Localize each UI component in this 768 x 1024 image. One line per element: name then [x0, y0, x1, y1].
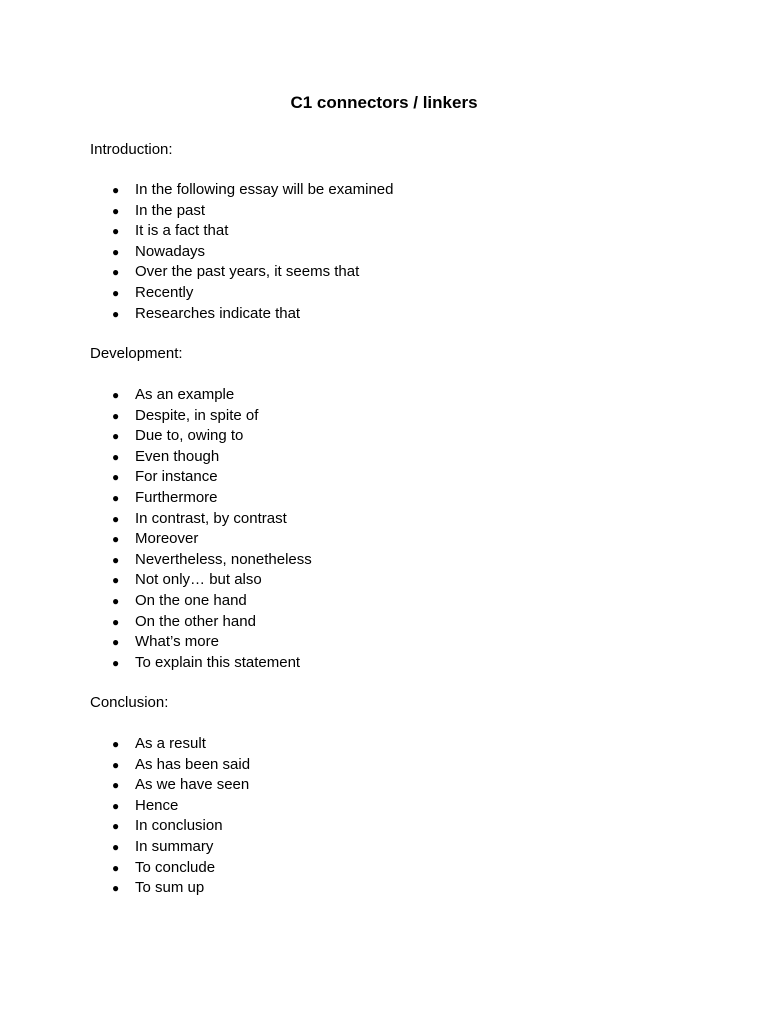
list-item: [90, 816, 250, 837]
bullet-icon: ●: [112, 265, 120, 280]
list-item: [90, 262, 393, 283]
bullet-icon: ●: [112, 183, 120, 197]
list-item-text: In summary: [135, 837, 214, 855]
list-item-text: In conclusion: [135, 817, 223, 835]
list-item: [90, 612, 312, 633]
bullet-icon: ●: [112, 819, 120, 834]
list-item: [90, 570, 312, 591]
list-item: [90, 591, 312, 612]
list-item: [90, 755, 250, 776]
list-item-text: In the past: [135, 201, 206, 219]
list-item: [90, 221, 393, 242]
list-item: [90, 488, 312, 509]
bullet-icon: ●: [112, 449, 120, 464]
section-heading-introduction: Introduction:: [90, 141, 173, 158]
list-item-text: Due to, owing to: [135, 427, 244, 445]
list-item-text: Nevertheless, nonetheless: [135, 550, 312, 568]
list-item-text: To conclude: [135, 858, 216, 876]
bullet-icon: ●: [112, 244, 120, 259]
list-item: [90, 283, 393, 304]
list-item-text: Furthermore: [135, 488, 218, 506]
list-item: [90, 467, 312, 488]
bullet-icon: ●: [112, 224, 120, 239]
list-item-text: Despite, in spite of: [135, 406, 259, 424]
bullet-icon: ●: [112, 860, 120, 875]
list-item: [90, 632, 312, 653]
list-item: [90, 653, 312, 674]
section-heading-development: Development:: [90, 345, 183, 362]
list-item-text: What’s more: [135, 633, 219, 651]
list-item-text: To sum up: [135, 879, 205, 897]
bullet-icon: ●: [112, 388, 120, 402]
bullet-icon: ●: [112, 470, 120, 485]
bullet-icon: ●: [112, 552, 120, 567]
bullet-icon: ●: [112, 490, 120, 505]
list-item: [90, 796, 250, 817]
list-item-text: Researches indicate that: [135, 304, 301, 322]
list-item-text: As has been said: [135, 755, 251, 773]
list-item-text: In contrast, by contrast: [135, 509, 287, 527]
list-item: [90, 775, 250, 796]
list-item: [90, 201, 393, 222]
list-item: [90, 304, 393, 325]
list-item-text: Recently: [135, 283, 194, 301]
bullet-icon: ●: [112, 655, 120, 670]
list-item: [90, 406, 312, 427]
bullet-icon: ●: [112, 778, 120, 793]
bullet-icon: ●: [112, 408, 120, 423]
list-item-text: Over the past years, it seems that: [135, 263, 360, 281]
bullet-icon: ●: [112, 635, 120, 650]
bullet-icon: ●: [112, 839, 120, 854]
bullet-icon: ●: [112, 429, 120, 444]
list-item: [90, 858, 250, 879]
list-item: [90, 550, 312, 571]
bullet-icon: ●: [112, 737, 120, 751]
bullet-icon: ●: [112, 306, 120, 321]
list-item: [90, 447, 312, 468]
list-item-text: On the other hand: [135, 612, 256, 630]
bullet-icon: ●: [112, 532, 120, 547]
bullet-icon: ●: [112, 285, 120, 300]
list-item-text: As an example: [135, 386, 235, 403]
list-item-text: As we have seen: [135, 776, 250, 794]
list-item-text: Hence: [135, 796, 179, 814]
list-item: [90, 878, 250, 899]
introduction-list: [90, 180, 393, 324]
list-item-text: On the one hand: [135, 591, 247, 609]
list-item: [90, 837, 250, 858]
list-item-text: As a result: [135, 735, 206, 752]
list-item: [90, 426, 312, 447]
bullet-icon: ●: [112, 203, 120, 218]
list-item: [90, 509, 312, 530]
list-item: [90, 180, 393, 201]
list-item-text: Even though: [135, 447, 220, 465]
bullet-icon: ●: [112, 614, 120, 629]
list-item-text: For instance: [135, 468, 218, 486]
list-item-text: Not only… but also: [135, 571, 262, 589]
section-heading-conclusion: Conclusion:: [90, 694, 169, 711]
bullet-icon: ●: [112, 573, 120, 588]
list-item-text: Nowadays: [135, 242, 206, 260]
conclusion-list: [90, 734, 250, 899]
bullet-icon: ●: [112, 593, 120, 608]
list-item: [90, 242, 393, 263]
list-item-text: Moreover: [135, 530, 199, 548]
list-item: [90, 529, 312, 550]
bullet-icon: ●: [112, 757, 120, 772]
bullet-icon: ●: [112, 798, 120, 813]
list-item: [90, 734, 250, 755]
list-item-text: To explain this statement: [135, 653, 301, 671]
list-item-text: It is a fact that: [135, 222, 229, 240]
list-item-text: In the following essay will be examined: [135, 181, 394, 198]
list-item: [90, 385, 312, 406]
document-title: C1 connectors / linkers: [290, 93, 478, 112]
bullet-icon: ●: [112, 511, 120, 526]
development-list: [90, 385, 312, 673]
bullet-icon: ●: [112, 881, 120, 896]
